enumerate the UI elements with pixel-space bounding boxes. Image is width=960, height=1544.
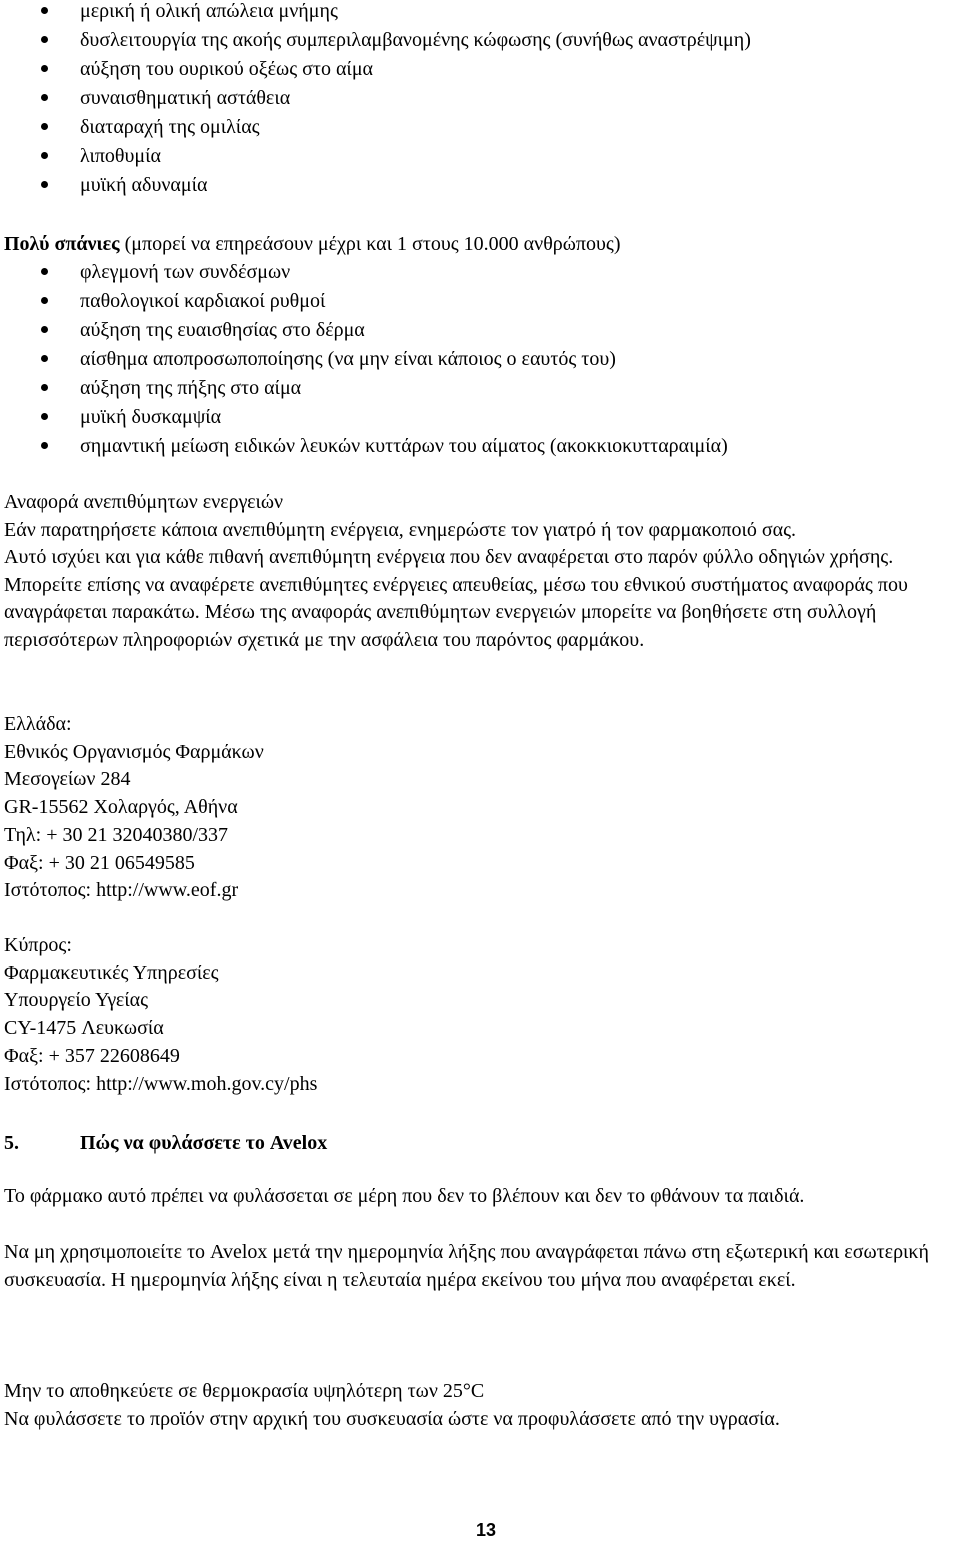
cyprus-country: Κύπρος: [4, 934, 72, 956]
list-item: αίσθημα αποπροσωποποίησης (να μην είναι κάποιος ο εαυτός του) [4, 346, 952, 375]
reporting-paragraph: Αυτό ισχύει και για κάθε πιθανή ανεπιθύμητη ενέργεια που δεν αναφέρεται στο παρόν φύλλο οδηγιών χρήσης. Μπορείτε επίσης να αναφέρετε ανεπιθύμητες ενέργειες απευθείας, μέσω του εθνικού συστήματος αναφοράς που αναγράφεται παρακάτω. Μέσω της αναφοράς ανεπιθύμητων ενεργειών μπορείτε να βοηθήσετε στη συλλογή περισσότερων πληροφοριών σχετικά με την ασφάλεια του παρόντος φαρμάκου. [4, 546, 908, 651]
bullet-icon [41, 152, 48, 159]
greece-org: Εθνικός Οργανισμός Φαρμάκων [4, 740, 264, 763]
section-title [4, 1129, 952, 1157]
list-item: λιποθυμία [4, 143, 952, 172]
bullet-icon [41, 326, 48, 333]
very-rare-heading [4, 230, 952, 258]
cyprus-website: Ιστότοπος: http://www.moh.gov.cy/phs [4, 1072, 318, 1095]
list-item: διαταραχή της ομιλίας [4, 114, 952, 143]
cyprus-dept: Φαρμακευτικές Υπηρεσίες [4, 961, 219, 984]
list-item: αύξηση της ευαισθησίας στο δέρμα [4, 317, 952, 346]
list-item: μυϊκή δυσκαμψία [4, 404, 952, 433]
bullet-icon [41, 413, 48, 420]
storage-paragraph-conditions [4, 1378, 952, 1433]
side-effects-list-very-rare [4, 259, 952, 462]
reporting-intro: Εάν παρατηρήσετε κάποια ανεπιθύμητη ενέργεια, ενημερώστε τον γιατρό ή τον φαρμακοποιό σας. [4, 518, 797, 541]
list-item: αύξηση της πήξης στο αίμα [4, 375, 952, 404]
bullet-icon [41, 7, 48, 14]
page-number: 13 [475, 1520, 497, 1540]
bullet-icon [41, 384, 48, 391]
list-item: δυσλειτουργία της ακοής συμπεριλαμβανομένης κώφωσης (συνήθως αναστρέψιμη) [4, 27, 952, 56]
list-item: μερική ή ολική απώλεια μνήμης [4, 0, 952, 27]
greece-phone: Τηλ: + 30 21 32040380/337 [4, 823, 229, 846]
list-item: αύξηση του ουρικού οξέως στο αίμα [4, 56, 952, 85]
list-item: συναισθηματική αστάθεια [4, 85, 952, 114]
cyprus-ministry: Υπουργείο Υγείας [4, 989, 149, 1012]
bullet-icon [41, 94, 48, 101]
section-number: 5. [4, 1132, 19, 1154]
bullet-icon [41, 65, 48, 72]
storage-paragraph-children: Το φάρμακο αυτό πρέπει να φυλάσσεται σε μέρη που δεν το βλέπουν και δεν το φθάνουν τα παιδιά. [4, 1185, 805, 1207]
side-effects-list-common [4, 0, 952, 201]
list-item: φλεγμονή των συνδέσμων [4, 259, 952, 288]
reporting-heading: Αναφορά ανεπιθύμητων ενεργειών [4, 491, 284, 513]
very-rare-frequency: (μπορεί να επηρεάσουν μέχρι και 1 στους 10.000 ανθρώπους) [119, 233, 621, 255]
greece-street: Μεσογείων 284 [4, 768, 131, 791]
storage-temperature: Μην το αποθηκεύετε σε θερμοκρασία υψηλότερη των 25°C [4, 1380, 485, 1402]
reporting-section [4, 489, 952, 655]
cyprus-contact [4, 932, 952, 1098]
cyprus-fax: Φαξ: + 357 22608649 [4, 1044, 180, 1067]
greece-contact [4, 711, 952, 905]
greece-fax: Φαξ: + 30 21 06549585 [4, 851, 195, 874]
greece-country: Ελλάδα: [4, 713, 72, 735]
bullet-icon [41, 442, 48, 449]
list-item: σημαντική μείωση ειδικών λευκών κυττάρων του αίματος (ακοκκιοκυτταραιμία) [4, 433, 952, 462]
list-item: παθολογικοί καρδιακοί ρυθμοί [4, 288, 952, 317]
bullet-icon [41, 355, 48, 362]
cyprus-city: CY-1475 Λευκωσία [4, 1017, 164, 1040]
bullet-icon [41, 123, 48, 130]
storage-paragraph-expiry: Να μη χρησιμοποιείτε το Avelox μετά την ημερομηνία λήξης που αναγράφεται πάνω στη εξωτερική και εσωτερική συσκευασία. Η ημερομηνία λήξης είναι η τελευταία ημέρα εκείνου του μήνα που αναφέρεται εκεί. [4, 1241, 929, 1291]
very-rare-label: Πολύ σπάνιες [4, 233, 120, 255]
storage-moisture: Να φυλάσσετε το προϊόν στην αρχική του συσκευασία ώστε να προφυλάσσετε από την υγρασία. [4, 1407, 780, 1430]
list-item: μυϊκή αδυναμία [4, 172, 952, 201]
bullet-icon [41, 268, 48, 275]
bullet-icon [41, 297, 48, 304]
greece-website: Ιστότοπος: http://www.eof.gr [4, 879, 239, 902]
bullet-icon [41, 36, 48, 43]
section-heading: Πώς να φυλάσσετε το Avelox [80, 1132, 328, 1154]
bullet-icon [41, 181, 48, 188]
greece-city: GR-15562 Χολαργός, Αθήνα [4, 796, 238, 819]
